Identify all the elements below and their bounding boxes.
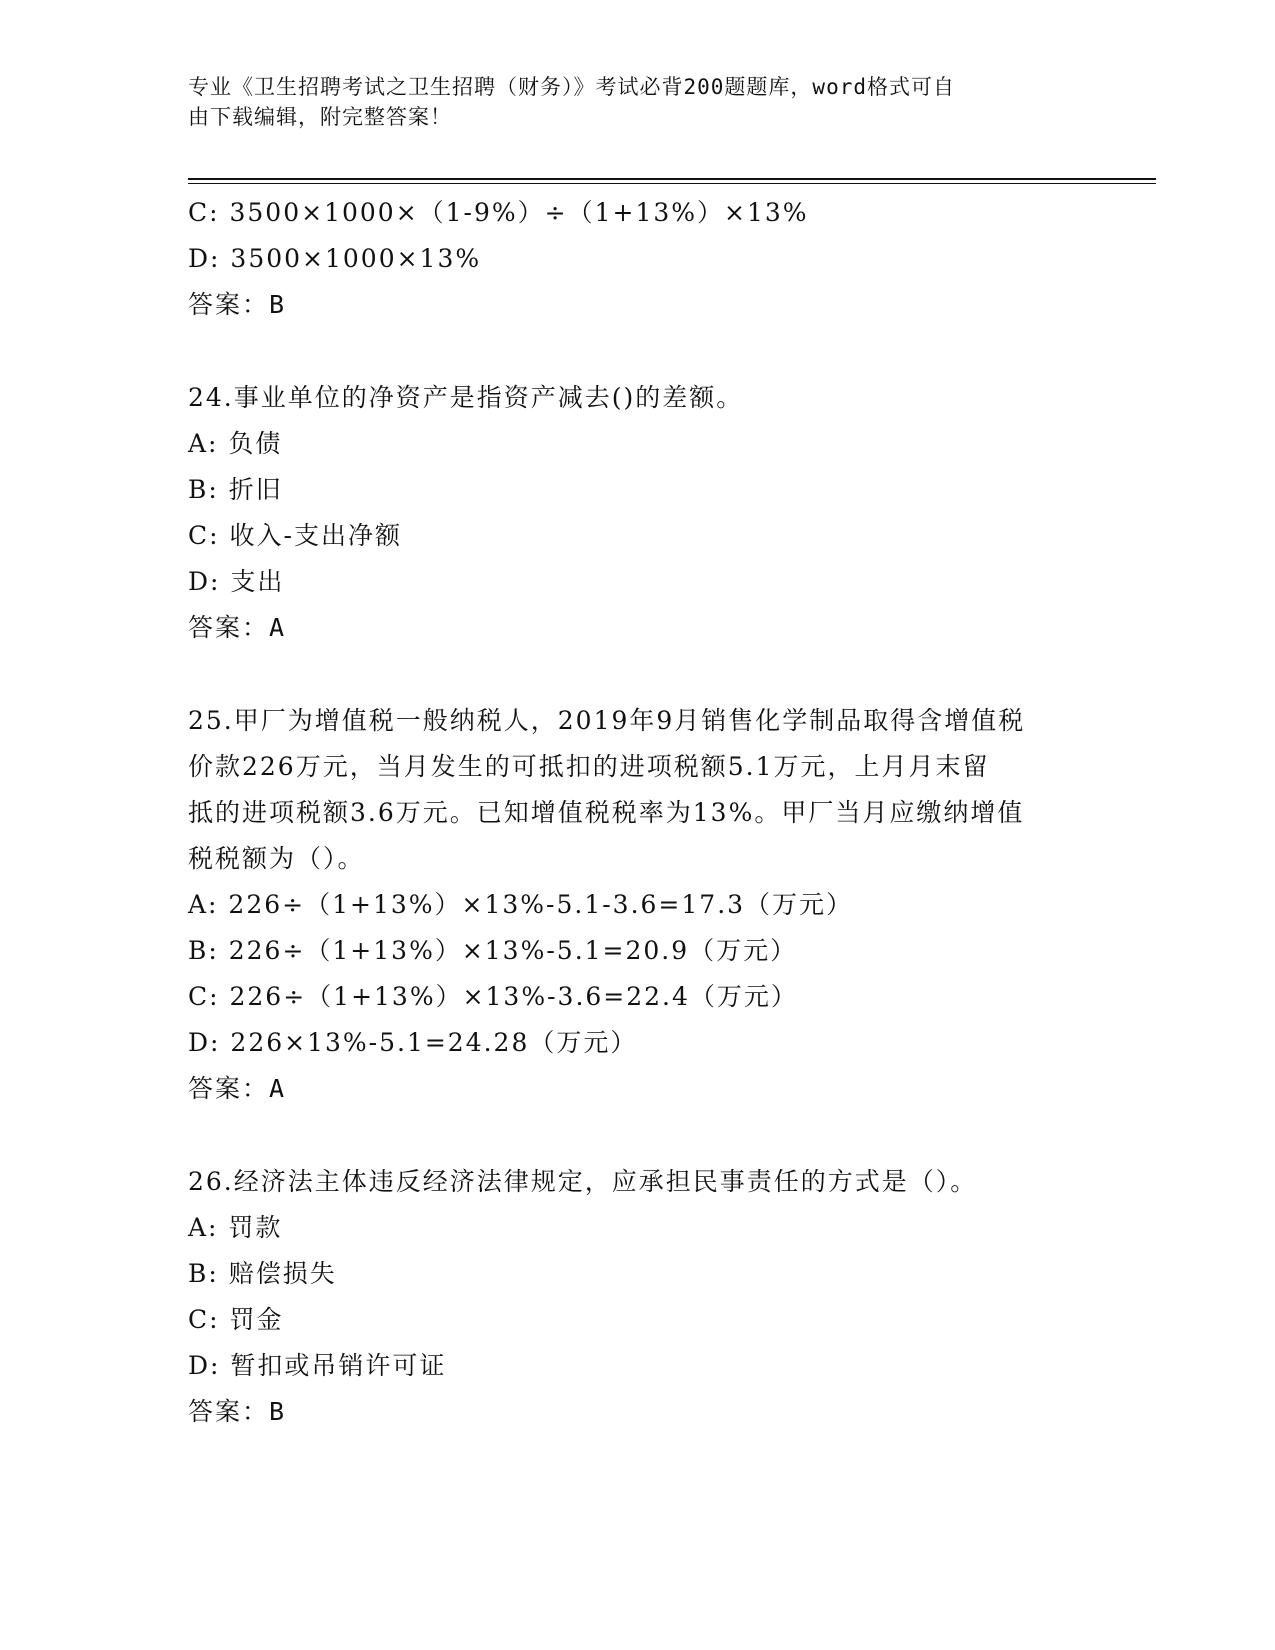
header-line-1: 专业《卫生招聘考试之卫生招聘（财务）》考试必背200题题库，word格式可自 bbox=[188, 75, 955, 99]
option-b: B: 226÷（1+13%）×13%-5.1=20.9（万元） bbox=[188, 936, 798, 965]
option-c: C: 收入-支出净额 bbox=[188, 521, 402, 550]
option-d: D: 3500×1000×13% bbox=[188, 244, 482, 273]
question-stem-line-3: 抵的进项税额3.6万元。已知增值税税率为13%。甲厂当月应缴纳增值 bbox=[188, 798, 1025, 827]
option-c: C: 罚金 bbox=[188, 1305, 284, 1334]
question-stem-line-4: 税税额为（）。 bbox=[188, 844, 365, 873]
option-d: D: 226×13%-5.1=24.28（万元） bbox=[188, 1028, 638, 1057]
option-c: C: 3500×1000×（1-9%）÷（1+13%）×13% bbox=[188, 198, 809, 227]
option-d: D: 暂扣或吊销许可证 bbox=[188, 1351, 447, 1380]
option-a: A: 226÷（1+13%）×13%-5.1-3.6=17.3（万元） bbox=[188, 890, 854, 919]
header-divider-thin bbox=[188, 183, 1156, 184]
document-header bbox=[188, 72, 1068, 132]
option-b: B: 折旧 bbox=[188, 475, 283, 504]
option-a: A: 罚款 bbox=[188, 1213, 283, 1242]
answer-line: 答案：B bbox=[188, 1397, 287, 1426]
question-23-partial bbox=[188, 190, 1088, 328]
spacer bbox=[188, 651, 1088, 698]
answer-line: 答案：A bbox=[188, 613, 287, 642]
option-b: B: 赔偿损失 bbox=[188, 1259, 337, 1288]
header-divider-thick bbox=[188, 178, 1156, 180]
spacer bbox=[188, 1112, 1088, 1159]
question-25 bbox=[188, 698, 1088, 1112]
question-stem-line-1: 25.甲厂为增值税一般纳税人，2019年9月销售化学制品取得含增值税 bbox=[188, 706, 1026, 735]
spacer bbox=[188, 328, 1088, 375]
question-stem-line-2: 价款226万元，当月发生的可抵扣的进项税额5.1万元，上月月末留 bbox=[188, 752, 990, 781]
header-line-2: 由下载编辑，附完整答案！ bbox=[188, 105, 452, 129]
question-stem: 24.事业单位的净资产是指资产减去()的差额。 bbox=[188, 383, 744, 412]
question-26 bbox=[188, 1159, 1088, 1435]
question-stem: 26.经济法主体违反经济法律规定，应承担民事责任的方式是（）。 bbox=[188, 1167, 978, 1196]
answer-line: 答案：B bbox=[188, 290, 287, 319]
question-24 bbox=[188, 375, 1088, 651]
answer-line: 答案：A bbox=[188, 1074, 287, 1103]
document-body bbox=[188, 190, 1088, 1435]
option-a: A: 负债 bbox=[188, 429, 283, 458]
option-c: C: 226÷（1+13%）×13%-3.6=22.4（万元） bbox=[188, 982, 798, 1011]
option-d: D: 支出 bbox=[188, 567, 285, 596]
